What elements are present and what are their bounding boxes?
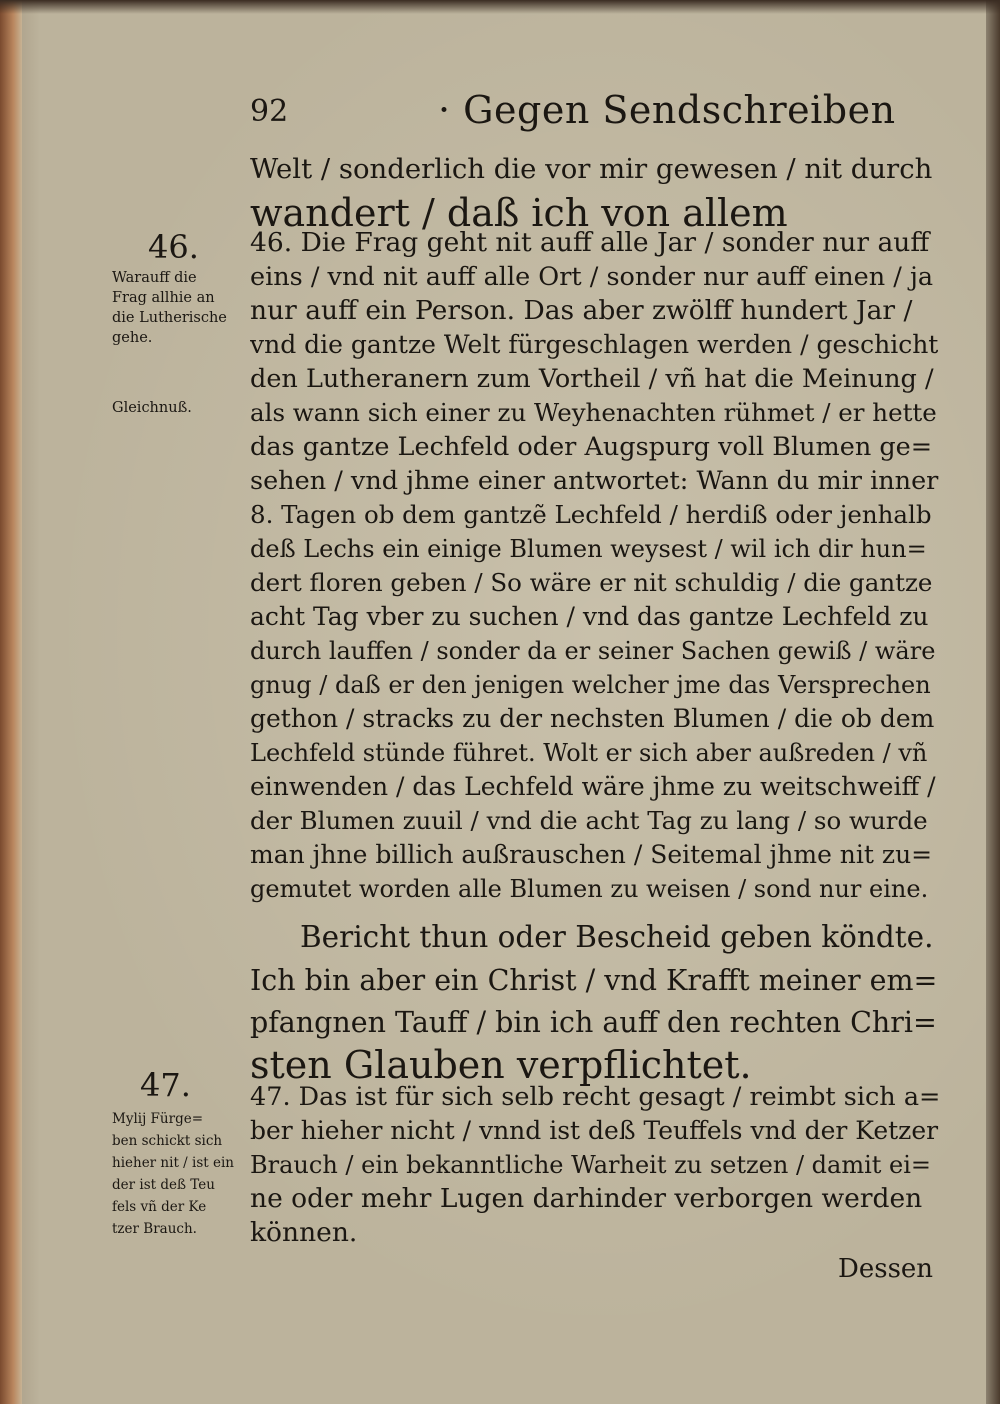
text-line: gemutet worden alle Blumen zu weisen / sond nur eine.: [250, 875, 929, 903]
text-line: eins / vnd nit auff alle Ort / sonder nur auff einen / ja: [250, 262, 934, 292]
text-line: dert floren geben / So wäre er nit schuldig / die gantze: [250, 568, 933, 597]
margin-note-line: Mylij Fürge=: [112, 1111, 204, 1127]
page-edge-left: [0, 0, 22, 1404]
page-edge-top: [0, 0, 1000, 14]
text-line: deß Lechs ein einige Blumen weysest / wil ich dir hun=: [250, 535, 927, 563]
text-line: Brauch / ein bekanntliche Warheit zu setzen / damit ei=: [250, 1151, 932, 1179]
margin-note-line: gehe.: [112, 330, 153, 346]
margin-note-line: die Lutherische: [112, 310, 227, 326]
text-line: gnug / daß er den jenigen welcher jme das Versprechen: [250, 671, 931, 699]
page-number: 92: [250, 94, 289, 129]
catchword: Dessen: [838, 1254, 934, 1284]
text-line: durch lauffen / sonder da er seiner Sachen gewiß / wäre: [250, 637, 936, 665]
text-line: 47. Das ist für sich selb recht gesagt / reimbt sich a=: [250, 1082, 940, 1112]
text-line: Lechfeld stünde führet. Wolt er sich aber außreden / vñ: [250, 739, 928, 767]
running-title: · Gegen Sendschreiben: [438, 88, 896, 132]
text-line: acht Tag vber zu suchen / vnd das gantze Lechfeld zu: [250, 602, 929, 631]
margin-note-line: Frag allhie an: [112, 290, 215, 306]
margin-note-line: fels vñ der Ke: [112, 1199, 207, 1215]
text-line: ber hieher nicht / vnnd ist deß Teuffels vnd der Ketzer: [250, 1116, 939, 1145]
quote-line: Ich bin aber ein Christ / vnd Krafft meiner em=: [250, 964, 938, 997]
page-edge-right: [986, 0, 1000, 1404]
margin-note-46: [112, 268, 242, 348]
text-line: 8. Tagen ob dem gantzẽ Lechfeld / herdiß oder jenhalb: [250, 500, 932, 529]
quote-line: pfangnen Tauff / bin ich auff den rechten Chri=: [250, 1006, 937, 1039]
text-line: das gantze Lechfeld oder Augspurg voll Blumen ge=: [250, 432, 933, 462]
margin-note-line: hieher nit / ist ein: [112, 1155, 234, 1171]
margin-note-line: tzer Brauch.: [112, 1221, 197, 1237]
opening-line: wandert / daß ich von allem: [250, 191, 788, 235]
margin-note-line: der ist deß Teu: [112, 1177, 215, 1193]
margin-note-line: Warauff die: [112, 270, 197, 286]
margin-number-47: 47.: [140, 1066, 191, 1104]
margin-note-comparison: Gleichnuß.: [112, 400, 192, 416]
text-line: der Blumen zuuil / vnd die acht Tag zu lang / so wurde: [250, 806, 928, 835]
text-line: den Lutheranern zum Vortheil / vñ hat die Meinung /: [250, 364, 934, 394]
text-line: ne oder mehr Lugen darhinder verborgen werden: [250, 1183, 923, 1214]
text-line: man jhne billich außrauschen / Seitemal jhme nit zu=: [250, 840, 933, 869]
text-line: einwenden / das Lechfeld wäre jhme zu weitschweiff /: [250, 772, 936, 801]
text-line: 46. Die Frag geht nit auff alle Jar / sonder nur auff: [250, 227, 930, 258]
text-line: gethon / stracks zu der nechsten Blumen / die ob dem: [250, 704, 935, 733]
text-line: sehen / vnd jhme einer antwortet: Wann du mir inner: [250, 466, 939, 496]
text-line: vnd die gantze Welt fürgeschlagen werden / geschicht: [250, 330, 939, 359]
text-line: nur auff ein Person. Das aber zwölff hundert Jar /: [250, 295, 913, 326]
page-header: [250, 88, 930, 138]
quote-line: sten Glauben verpflichtet.: [250, 1043, 752, 1087]
margin-number-46: 46.: [148, 228, 199, 266]
margin-note-47: [112, 1108, 242, 1240]
quote-line: Bericht thun oder Bescheid geben köndte.: [300, 920, 934, 954]
margin-note-line: ben schickt sich: [112, 1133, 223, 1149]
text-line: können.: [250, 1217, 358, 1248]
text-line: als wann sich einer zu Weyhenachten rühmet / er hette: [250, 398, 937, 427]
opening-line: Welt / sonderlich die vor mir gewesen / nit durch: [250, 153, 933, 185]
